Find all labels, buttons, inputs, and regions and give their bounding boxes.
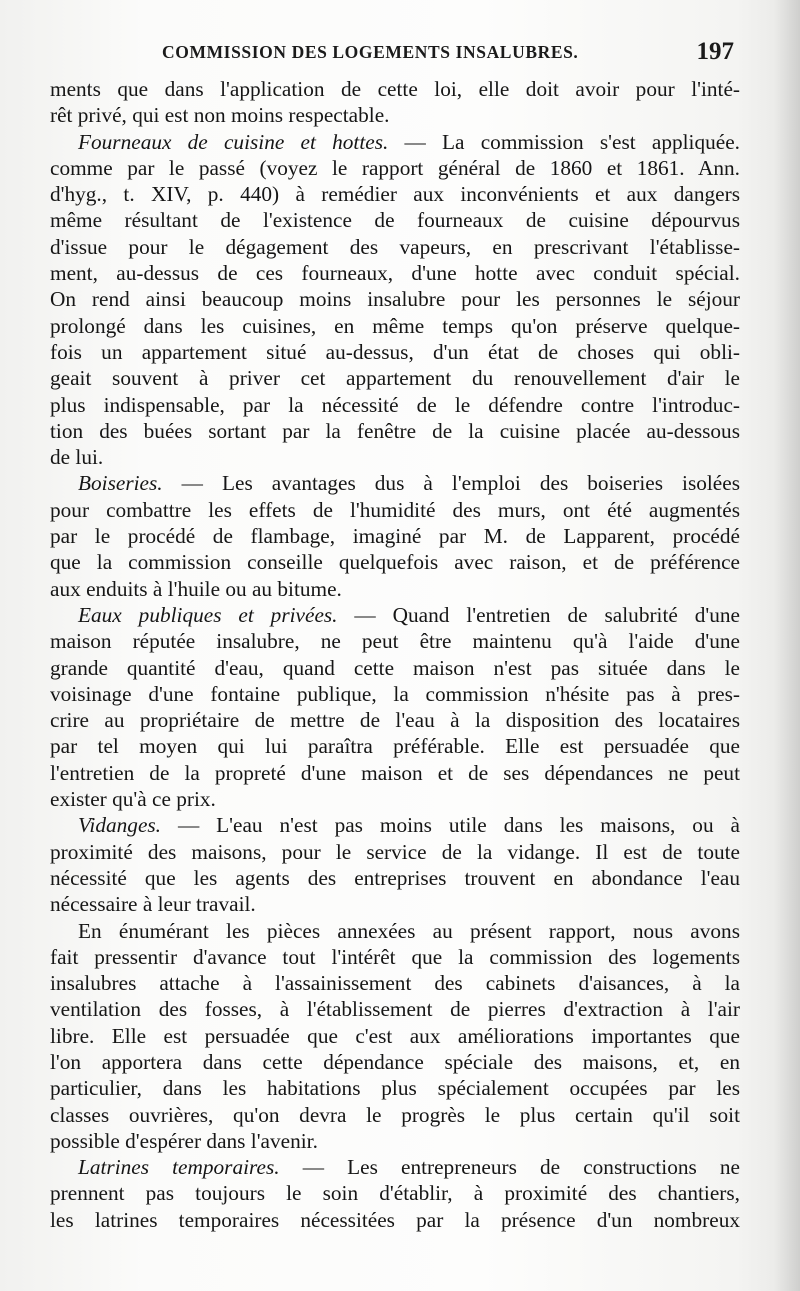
line-text: — Les entrepreneurs de constructions ne [279, 1155, 740, 1180]
line-text: classes ouvrières, qu'on devra le progrès le plus certain qu'il soit [50, 1102, 740, 1127]
line-text: d'issue pour le dégagement des vapeurs, en prescrivant l'établisse- [50, 234, 740, 259]
line-text: aux enduits à l'huile ou au bitume. [50, 576, 342, 601]
text-line [50, 602, 740, 628]
text-line [50, 891, 740, 917]
text-line [50, 576, 740, 602]
text-line [50, 313, 740, 339]
line-text: grande quantité d'eau, quand cette maison n'est pas située dans le [50, 655, 740, 680]
text-line [50, 733, 740, 759]
line-text: exister qu'à ce prix. [50, 787, 216, 812]
page-header [162, 38, 734, 68]
text-line [50, 207, 740, 233]
line-text: — L'eau n'est pas moins utile dans les maisons, ou à [161, 813, 740, 838]
line-text: — La commission s'est appliquée. [388, 129, 740, 154]
page-number: 197 [696, 38, 734, 65]
line-text: de lui. [50, 445, 104, 470]
line-text: d'hyg., t. XIV, p. 440) à remédier aux inconvénients et aux dangers [50, 182, 740, 207]
section-heading: Latrines temporaires. [78, 1155, 280, 1180]
line-text: fait pressentir d'avance tout l'intérêt que la commission des logements [50, 944, 740, 969]
text-line [50, 812, 740, 838]
line-text: même résultant de l'existence de fourneaux de cuisine dépourvus [50, 208, 740, 233]
line-text: ments que dans l'application de cette loi, elle doit avoir pour l'inté- [50, 77, 740, 101]
line-text: les latrines temporaires nécessitées par la présence d'un nombreux [50, 1207, 740, 1232]
text-line [50, 129, 740, 155]
line-text: particulier, dans les habitations plus spécialement occupées par les [50, 1076, 740, 1101]
text-line [50, 181, 740, 207]
line-text: nécessité que les agents des entreprises trouvent en abondance l'eau [50, 865, 740, 890]
line-text: On rend ainsi beaucoup moins insalubre pour les personnes le séjour [50, 287, 740, 312]
text-line [50, 918, 740, 944]
text-line [50, 155, 740, 181]
page-edge-shadow [774, 0, 800, 1291]
text-line [50, 76, 740, 102]
line-text: rêt privé, qui est non moins respectable. [50, 103, 390, 128]
text-line [50, 444, 740, 470]
line-text: voisinage d'une fontaine publique, la commission n'hésite pas à pres- [50, 681, 740, 706]
line-text: fois un appartement situé au-dessus, d'un état de choses qui obli- [50, 339, 740, 364]
line-text: — Les avantages dus à l'emploi des boiseries isolées [162, 471, 740, 496]
line-text: prolongé dans les cuisines, en même temps qu'on préserve quelque- [50, 313, 740, 338]
line-text: geait souvent à priver cet appartement du renouvellement d'air le [50, 366, 740, 391]
text-line [50, 1154, 740, 1180]
text-line [50, 996, 740, 1022]
text-line [50, 707, 740, 733]
line-text: l'on apportera dans cette dépendance spéciale des maisons, et, en [50, 1049, 740, 1074]
line-text: insalubres attache à l'assainissement des cabinets d'aisances, à la [50, 971, 740, 996]
section-heading: Boiseries. [78, 471, 163, 496]
section-heading: Eaux publiques et privées. [78, 602, 338, 627]
line-text: par le procédé de flambage, imaginé par M. de Lapparent, procédé [50, 524, 740, 549]
body-text [50, 76, 740, 1233]
text-line [50, 1023, 740, 1049]
line-text: comme par le passé (voyez le rapport général de 1860 et 1861. Ann. [50, 155, 740, 180]
text-line [50, 628, 740, 654]
line-text: prennent pas toujours le soin d'établir, à proximité des chantiers, [50, 1181, 740, 1206]
text-line [50, 1128, 740, 1154]
text-line [50, 681, 740, 707]
text-line [50, 523, 740, 549]
line-text: libre. Elle est persuadée que c'est aux améliorations importantes que [50, 1023, 740, 1048]
text-line [50, 549, 740, 575]
text-line [50, 786, 740, 812]
text-line [50, 655, 740, 681]
text-line [50, 286, 740, 312]
line-text: plus indispensable, par la nécessité de le défendre contre l'introduc- [50, 392, 740, 417]
text-line [50, 970, 740, 996]
text-line [50, 497, 740, 523]
text-line [50, 760, 740, 786]
line-text: pour combattre les effets de l'humidité des murs, ont été augmentés [50, 497, 740, 522]
line-text: En énumérant les pièces annexées au présent rapport, nous avons [78, 918, 740, 943]
text-line [50, 102, 740, 128]
text-line [50, 1049, 740, 1075]
text-line [50, 234, 740, 260]
text-line [50, 339, 740, 365]
text-line [50, 418, 740, 444]
text-line [50, 260, 740, 286]
text-line [50, 1075, 740, 1101]
text-line [50, 1207, 740, 1233]
line-text: ventilation des fosses, à l'établissement de pierres d'extraction à l'air [50, 997, 740, 1022]
running-head: COMMISSION DES LOGEMENTS INSALUBRES. [162, 42, 579, 62]
line-text: tion des buées sortant par la fenêtre de la cuisine placée au-dessous [50, 418, 740, 443]
text-line [50, 470, 740, 496]
line-text: crire au propriétaire de mettre de l'eau à la disposition des locataires [50, 708, 740, 733]
line-text: nécessaire à leur travail. [50, 892, 256, 917]
line-text: proximité des maisons, pour le service de la vidange. Il est de toute [50, 839, 740, 864]
section-heading: Fourneaux de cuisine et hottes. [78, 129, 389, 154]
text-line [50, 365, 740, 391]
text-line [50, 944, 740, 970]
line-text: par tel moyen qui lui paraîtra préférable. Elle est persuadée que [50, 734, 740, 759]
line-text: l'entretien de la propreté d'une maison et de ses dépendances ne peut [50, 760, 740, 785]
text-line [50, 1180, 740, 1206]
text-line [50, 839, 740, 865]
line-text: possible d'espérer dans l'avenir. [50, 1128, 318, 1153]
text-line [50, 865, 740, 891]
line-text: que la commission conseille quelquefois avec raison, et de préférence [50, 550, 740, 575]
line-text: — Quand l'entretien de salubrité d'une [337, 602, 740, 627]
line-text: ment, au-dessus de ces fourneaux, d'une hotte avec conduit spécial. [50, 261, 740, 286]
line-text: maison réputée insalubre, ne peut être maintenu qu'à l'aide d'une [50, 629, 740, 654]
text-line [50, 1102, 740, 1128]
text-line [50, 392, 740, 418]
section-heading: Vidanges. [78, 813, 162, 838]
